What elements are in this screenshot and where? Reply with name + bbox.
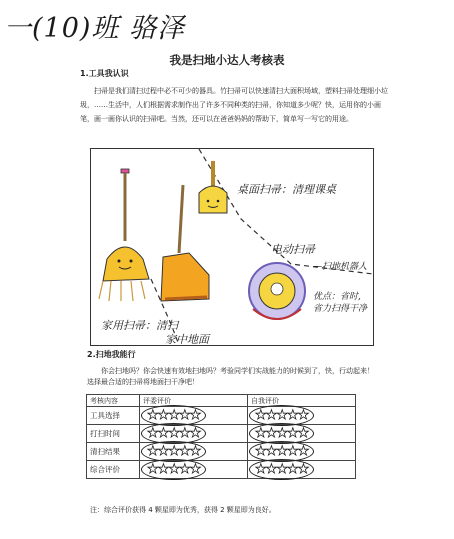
home-broom-label-2: 家中地面 [165,333,209,346]
row-label: 清扫结果 [87,443,140,461]
star-icon: ★ [147,462,158,477]
star-icon: ★ [157,426,169,441]
star-icon: ★ [189,462,201,477]
star-icon: ★ [286,462,298,477]
row-label: 打扫时间 [87,425,140,443]
header-content: 考核内容 [87,395,140,407]
robot-vacuum-icon [249,263,305,319]
star-icon: ★ [189,444,201,459]
star-icon: ★ [147,408,158,423]
table-header-row [87,395,356,407]
star-icon: ★ [265,462,277,477]
header-judge: 评委评价 [140,395,248,407]
star-icon: ★ [168,408,179,423]
star-icon: ★ [168,444,179,459]
header-self: 自我评价 [248,395,356,407]
star-icon: ★ [157,408,169,423]
section1-paragraph: 扫帚是我们清扫过程中必不可少的器具。竹扫帚可以快速清扫大面积场域，塑料扫帚处理细小垃圾，……生活中，人们根据需求制作出了许多不同种类的扫帚，你知道多少呢？快，运用你的小画笔，画一画你认识的扫帚吧。当然，还可以在爸爸妈妈的帮助下，简单写一写它的用途。 [80,87,388,123]
section2-heading: 2.扫地我能行 [87,350,136,359]
star-icon: ★ [255,426,266,441]
table-row [87,443,356,461]
judge-rating[interactable] [140,461,248,479]
judge-rating[interactable] [140,425,248,443]
star-icon: ★ [178,408,190,423]
electric-broom-advantage: 优点：省时,省力扫得干净 [313,292,368,314]
star-icon: ★ [265,426,277,441]
star-icon: ★ [297,462,309,477]
star-icon: ★ [255,444,266,459]
drawing-area [90,148,374,346]
self-rating[interactable] [248,425,356,443]
self-rating[interactable] [248,407,356,425]
drawing-illustrations [91,149,373,345]
table-row [87,407,356,425]
desk-broom-label: 桌面扫帚：清理课桌 [237,183,336,196]
star-icon: ★ [157,444,169,459]
star-icon: ★ [189,426,201,441]
electric-broom-desc: —扫地机器人 [313,262,368,272]
star-icon: ★ [189,408,201,423]
star-icon: ★ [178,444,190,459]
home-broom-label: 家用扫帚：清扫 [101,319,178,332]
row-label: 综合评价 [87,461,140,479]
star-icon: ★ [276,462,287,477]
star-icon: ★ [168,462,179,477]
footnote: 注：综合评价获得 4 颗星即为优秀，获得 2 颗星即为良好。 [90,506,276,514]
star-icon: ★ [286,408,298,423]
star-icon: ★ [147,426,158,441]
star-icon: ★ [255,462,266,477]
page-title: 我是扫地小达人考核表 [169,53,285,67]
broom-icon [99,169,149,301]
row-label: 工具选择 [87,407,140,425]
star-icon: ★ [168,426,179,441]
student-name: 一(10)班 骆泽 [4,13,186,44]
star-icon: ★ [286,426,298,441]
star-icon: ★ [178,462,190,477]
star-icon: ★ [297,444,309,459]
assessment-table [86,394,356,479]
self-rating[interactable] [248,443,356,461]
star-icon: ★ [265,444,277,459]
judge-rating[interactable] [140,407,248,425]
star-icon: ★ [297,426,309,441]
table-row [87,461,356,479]
electric-broom-label: 电动扫帚 [271,243,315,256]
star-icon: ★ [297,408,309,423]
judge-rating[interactable] [140,443,248,461]
desk-broom-icon [199,161,227,213]
star-icon: ★ [147,444,158,459]
star-icon: ★ [178,426,190,441]
self-rating[interactable] [248,461,356,479]
section1-heading: 1.工具我认识 [80,69,129,78]
star-icon: ★ [276,408,287,423]
table-row [87,425,356,443]
star-icon: ★ [157,462,169,477]
star-icon: ★ [286,444,298,459]
star-icon: ★ [276,444,287,459]
section2-question: 你会扫地吗？你会快速有效地扫地吗？考验同学们实战能力的时候到了，快，行动起来！选择最合适的扫帚将地面扫干净吧！ [87,367,374,386]
star-icon: ★ [265,408,277,423]
star-icon: ★ [276,426,287,441]
star-icon: ★ [255,408,266,423]
